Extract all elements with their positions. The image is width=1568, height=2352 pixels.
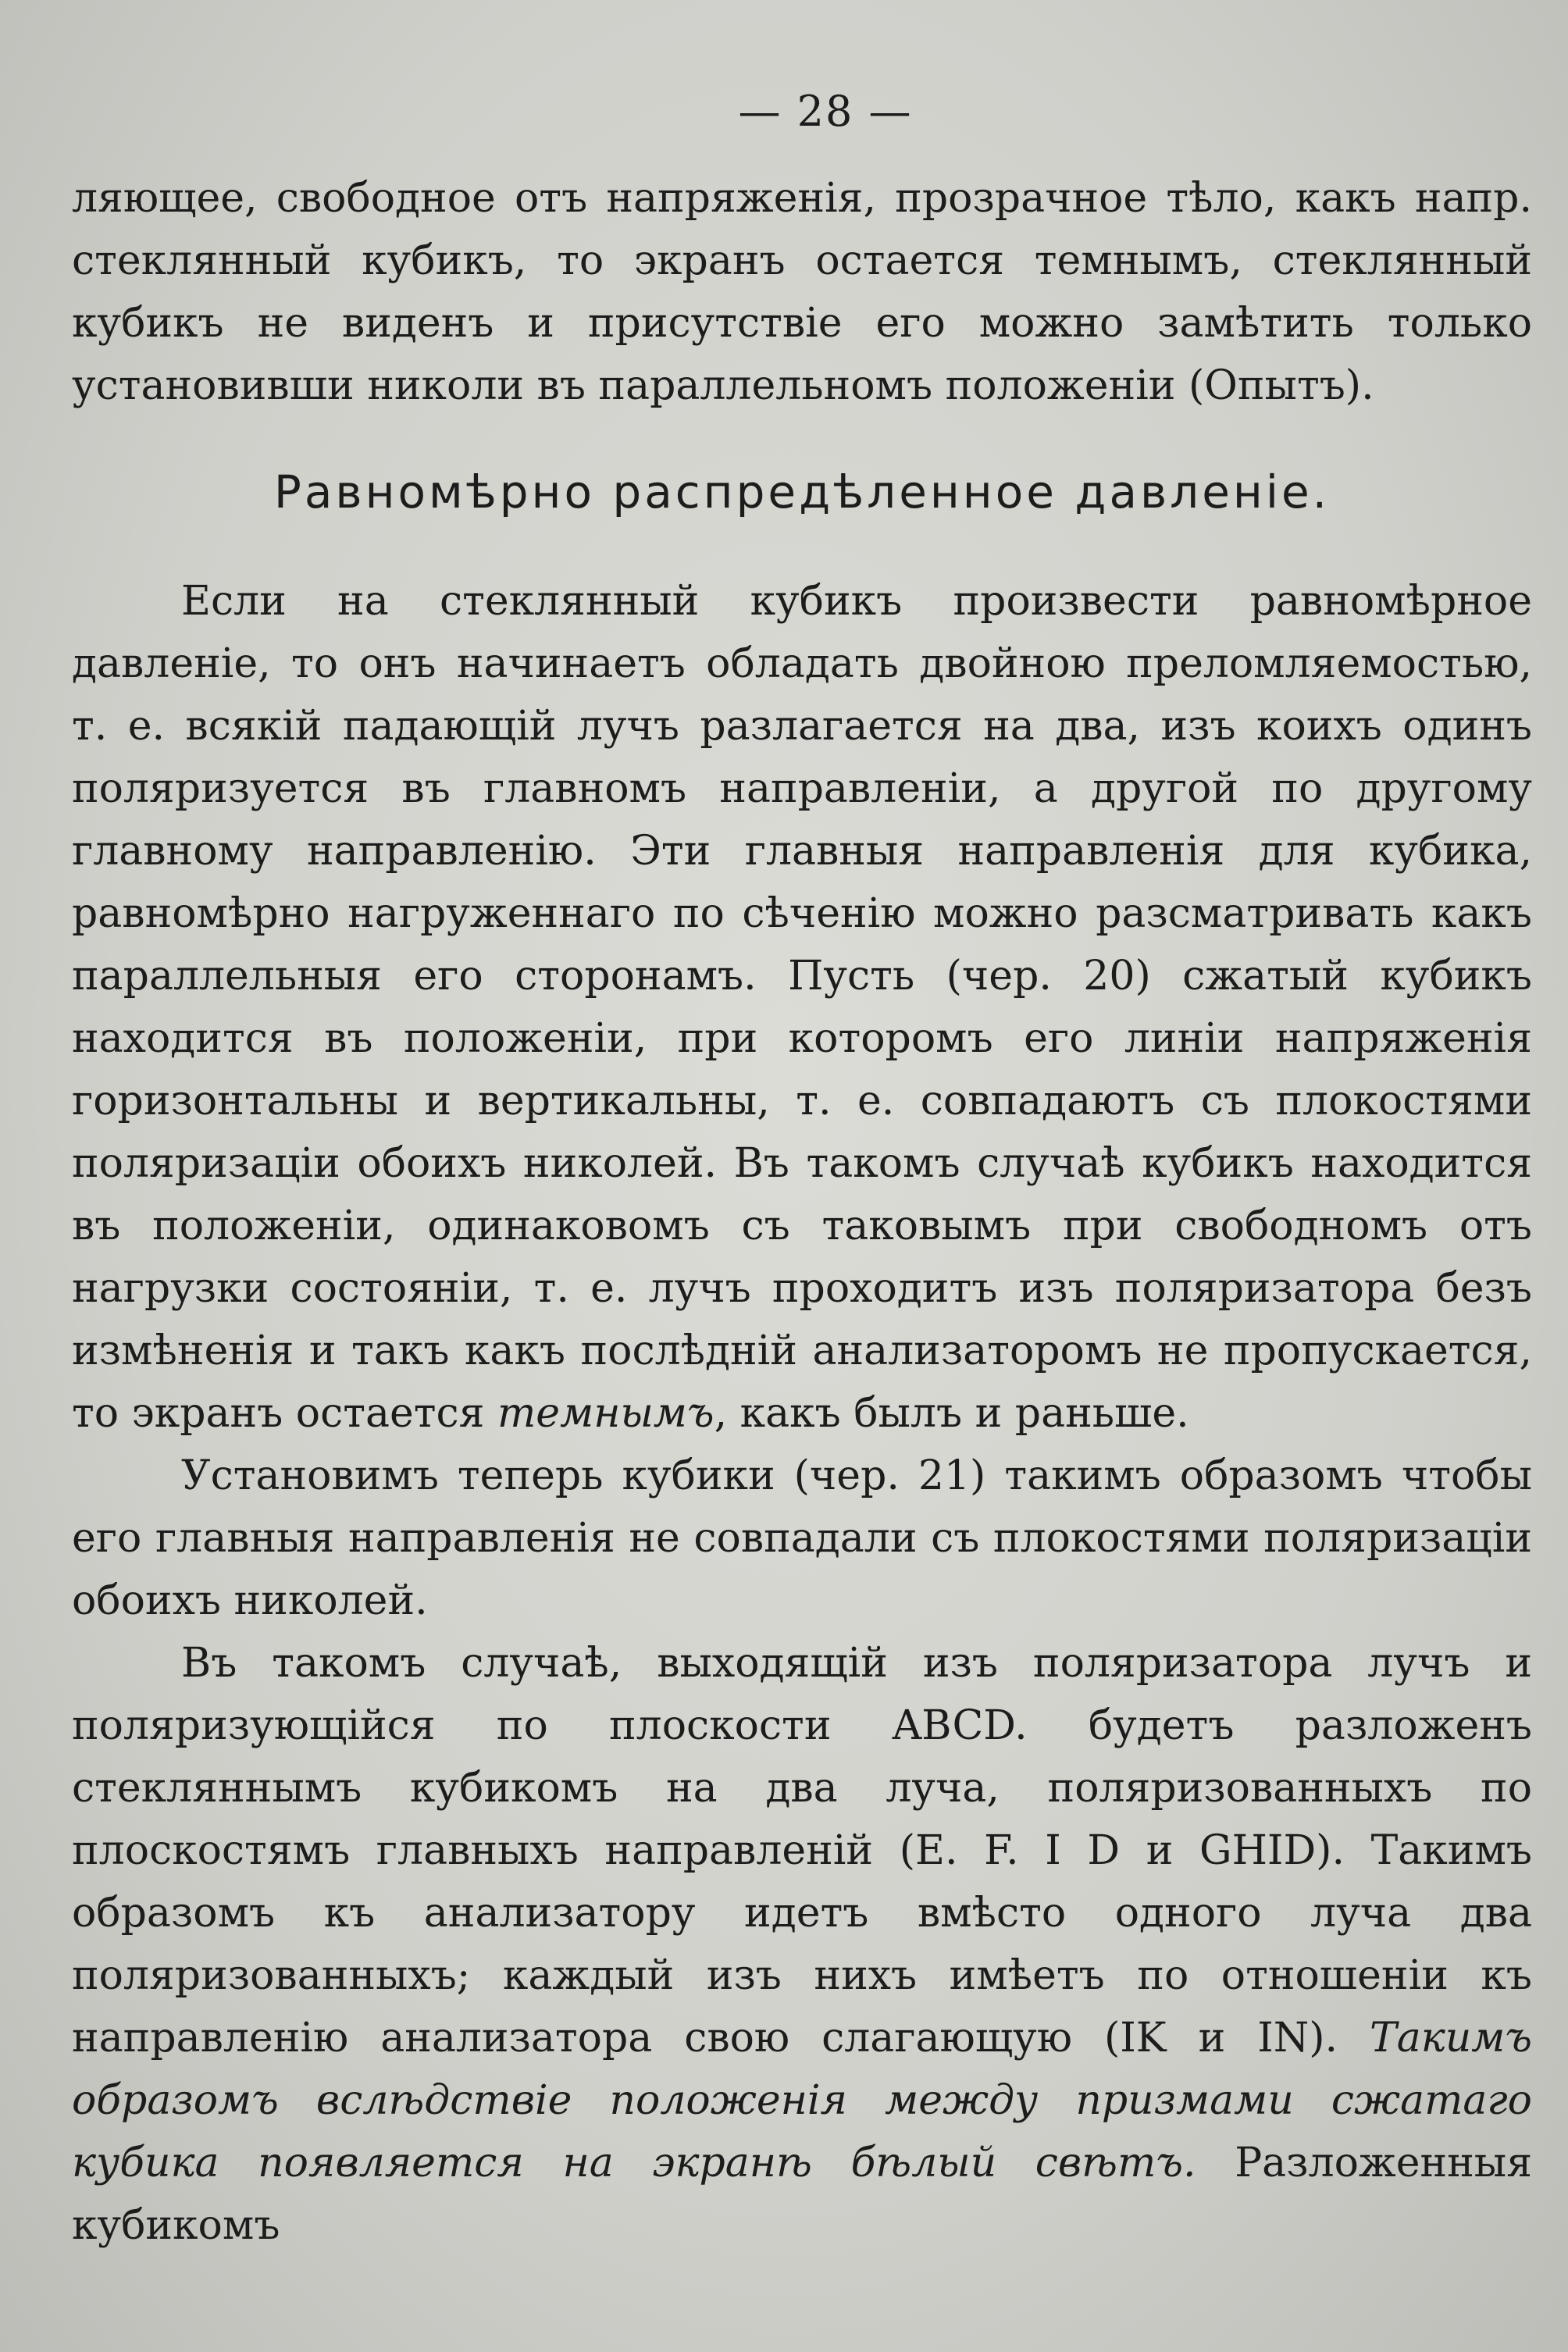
paragraph-2-end: , какъ былъ и раньше. [714, 1390, 1189, 1437]
paragraph-4-end: Разложенныя кубикомъ [72, 2140, 1532, 2249]
paragraph-4-italic: Такимъ образомъ вслѣдствіе положенія между призмами сжатаго кубика появляется на экранѣ бѣлый свѣтъ. [72, 2015, 1533, 2186]
paragraph-2 [72, 570, 1532, 1445]
paragraph-3: Установимъ теперь кубики (чер. 21) такимъ образомъ чтобы его главныя направленія не совпадали съ плокостями поляризаціи обоихъ николей. [72, 1452, 1532, 1624]
section-title: Равномѣрно распредѣленное давленіе. [273, 465, 1331, 519]
page-number: — 28 — [738, 87, 913, 136]
paragraph-1: ляющее, свободное отъ напряженія, прозрачное тѣло, какъ напр. стеклянный кубикъ, то экранъ остается темнымъ, стеклянный кубикъ не виденъ и присутствіе его можно замѣтить только установивши николи въ параллельномъ положеніи (Опытъ). [72, 175, 1532, 409]
paragraph-2-italic: темнымъ [497, 1390, 715, 1437]
paragraph-4 [72, 1632, 1532, 2257]
paragraph-2-text: Если на стеклянный кубикъ произвести равномѣрное давленіе, то онъ начинаетъ обладать двойною преломляемостью, т. е. всякій падающій лучъ разлагается на два, изъ коихъ одинъ поляризуется въ главномъ направленіи, а другой по другому главному направленію. Эти главныя направленія для кубика, равномѣрно нагруженнаго по сѣченію можно разсматривать какъ параллельныя его сторонамъ. Пусть (чер. 20) сжатый кубикъ находится въ положеніи, при которомъ его линіи напряженія горизонтальны и вертикальны, т. е. совпадаютъ съ плокостями поляризаціи обоихъ николей. Въ такомъ случаѣ кубикъ находится въ положеніи, одинаковомъ съ таковымъ при свободномъ отъ нагрузки состояніи, т. е. лучъ проходитъ изъ поляризатора безъ измѣненія и такъ какъ послѣдній анализаторомъ не пропускается, то экранъ остается [72, 578, 1532, 1437]
paragraph-4-text: Въ такомъ случаѣ, выходящій изъ поляризатора лучъ и поляризующійся по плоскости ABCD. будетъ разложенъ стекляннымъ кубикомъ на два луча, поляризованныхъ по плоскостямъ главныхъ направленій (E. F. I D и GHID). Такимъ образомъ къ анализатору идетъ вмѣсто одного луча два поляризованныхъ; каждый изъ нихъ имѣетъ по отношеніи къ направленію анализатора свою слагающую (IK и IN). [72, 1640, 1532, 2062]
